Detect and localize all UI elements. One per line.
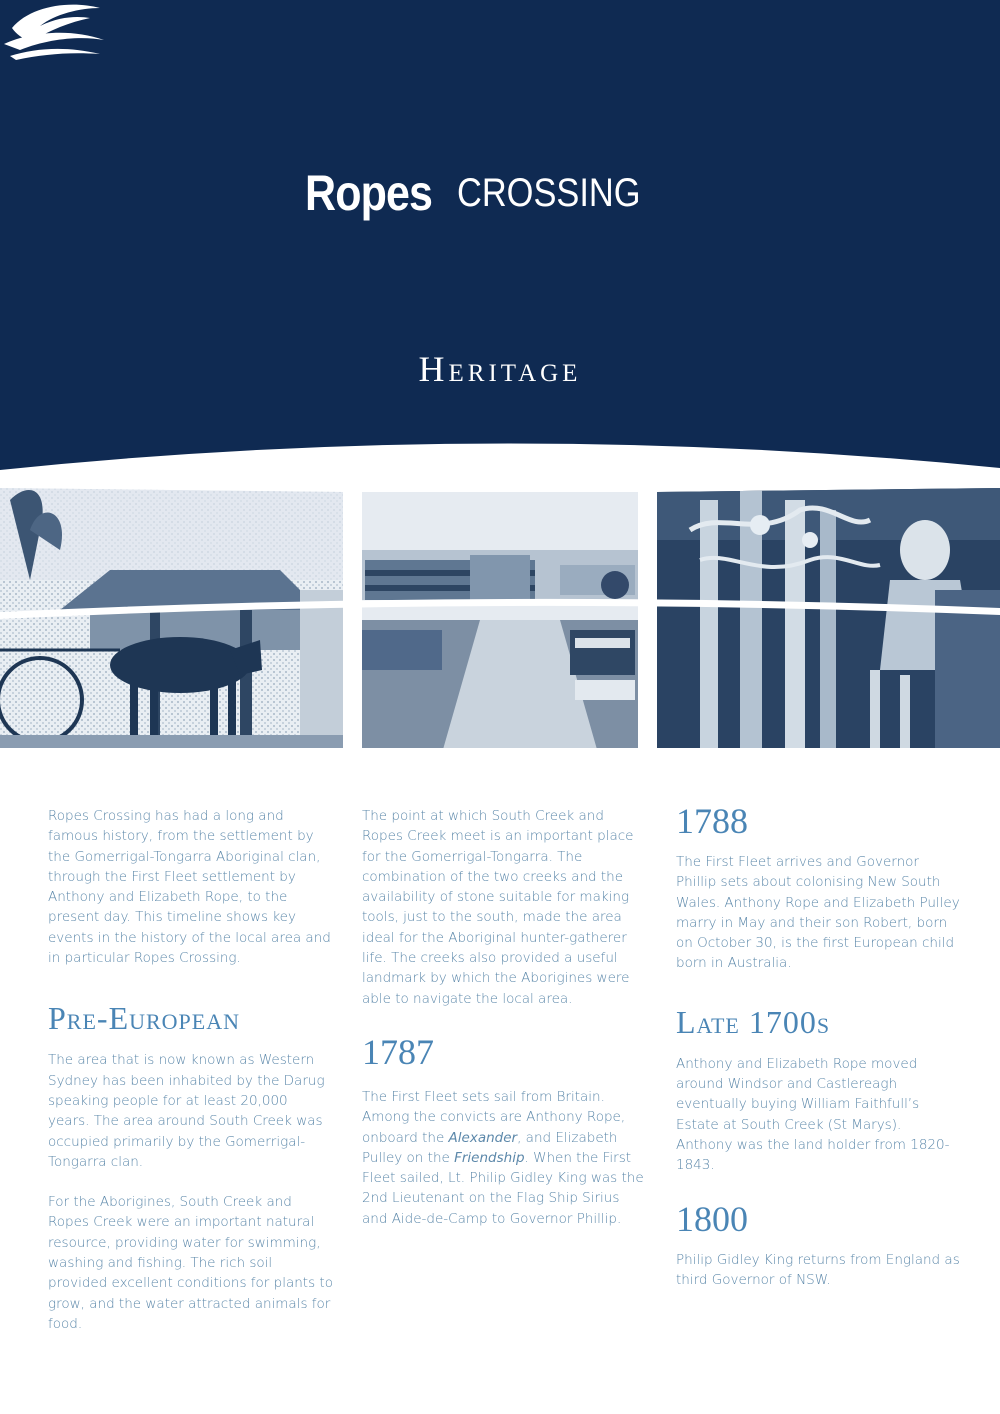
year-1787-text-b: , and Elizabeth Pulley on the xyxy=(362,1129,618,1166)
year-1787-text-c: . When the First Fleet sailed, Lt. Philip Gidley King was the 2nd Lieutenant on the Flag Ship Sirius and Aide-de-Camp to Governor Phillip. xyxy=(362,1149,644,1227)
intro-paragraph: Ropes Crossing has had a long and famous history, from the settlement by the Gomerrigal-Tongarra Aboriginal clan, through the First Fleet settlement by Anthony and Elizabeth Rope, to the present day. This timeline shows key events in the history of the local area and in particular Ropes Crossing. xyxy=(48,808,331,967)
brand-logo xyxy=(305,163,705,223)
photo-strip xyxy=(0,470,1000,760)
header-banner xyxy=(0,0,1000,500)
leaf-logo-icon xyxy=(0,0,110,62)
year-1800-heading: 1800 xyxy=(676,1198,748,1239)
header-wave xyxy=(0,0,1000,470)
column-three xyxy=(676,800,961,1290)
ship-alexander: Alexander xyxy=(448,1129,518,1146)
column-two xyxy=(362,806,647,1229)
late-1700s-heading: Late 1700s xyxy=(676,1003,831,1040)
page-title: Heritage xyxy=(418,349,582,389)
year-1787-heading: 1787 xyxy=(362,1031,434,1072)
year-1787-text-a: The First Fleet sets sail from Britain. Among the convicts are Anthony Rope, onboard the xyxy=(362,1088,626,1146)
ship-friendship: Friendship xyxy=(454,1149,525,1166)
late-1700s-paragraph: Anthony and Elizabeth Rope moved around Windsor and Castlereagh eventually buying William Faithfull’s Estate at South Creek (St Marys). Anthony was the land holder from 1820-1843. xyxy=(676,1055,950,1174)
pre-european-paragraph-2: For the Aborigines, South Creek and Ropes Creek were an important natural resource, providing water for swimming, washing and fishing. The rich soil provided excellent conditions for plants to grow, and the water attracted animals for food. xyxy=(48,1194,333,1332)
column-one xyxy=(48,806,333,1334)
machinery-worker-photo xyxy=(657,470,1000,760)
year-1787-paragraph xyxy=(362,1087,647,1229)
year-1788-heading: 1788 xyxy=(676,801,748,841)
year-1800-paragraph: Philip Gidley King returns from England as third Governor of NSW. xyxy=(676,1251,960,1288)
pre-european-paragraph-3: The point at which South Creek and Ropes Creek meet is an important place for the Gomerrigal-Tongarra. The combination of the two creeks and the availability of stone suitable for making tools, just to the south, made the area ideal for the Aboriginal hunter-gatherer life. The creeks also provided a useful landmark by which the Aborigines were able to navigate the local area. xyxy=(362,808,634,1007)
year-1788-paragraph: The First Fleet arrives and Governor Phillip sets about colonising New South Wales. Anthony Rope and Elizabeth Pulley marry in May and their son Robert, born on October 30, is the first European child born in Australia. xyxy=(676,854,960,972)
brand-light: CROSSING xyxy=(457,171,641,215)
brand-strong: Ropes xyxy=(305,165,433,221)
pre-european-paragraph-1: The area that is now known as Western Sydney has been inhabited by the Darug speaking people for at least 20,000 years. The area around South Creek was occupied primarily by the Gomerrigal-Tongarra clan. xyxy=(48,1052,325,1170)
header-background xyxy=(0,0,1000,500)
pre-european-heading: Pre-European xyxy=(48,1000,241,1037)
modern-buildings-photo xyxy=(362,470,638,760)
